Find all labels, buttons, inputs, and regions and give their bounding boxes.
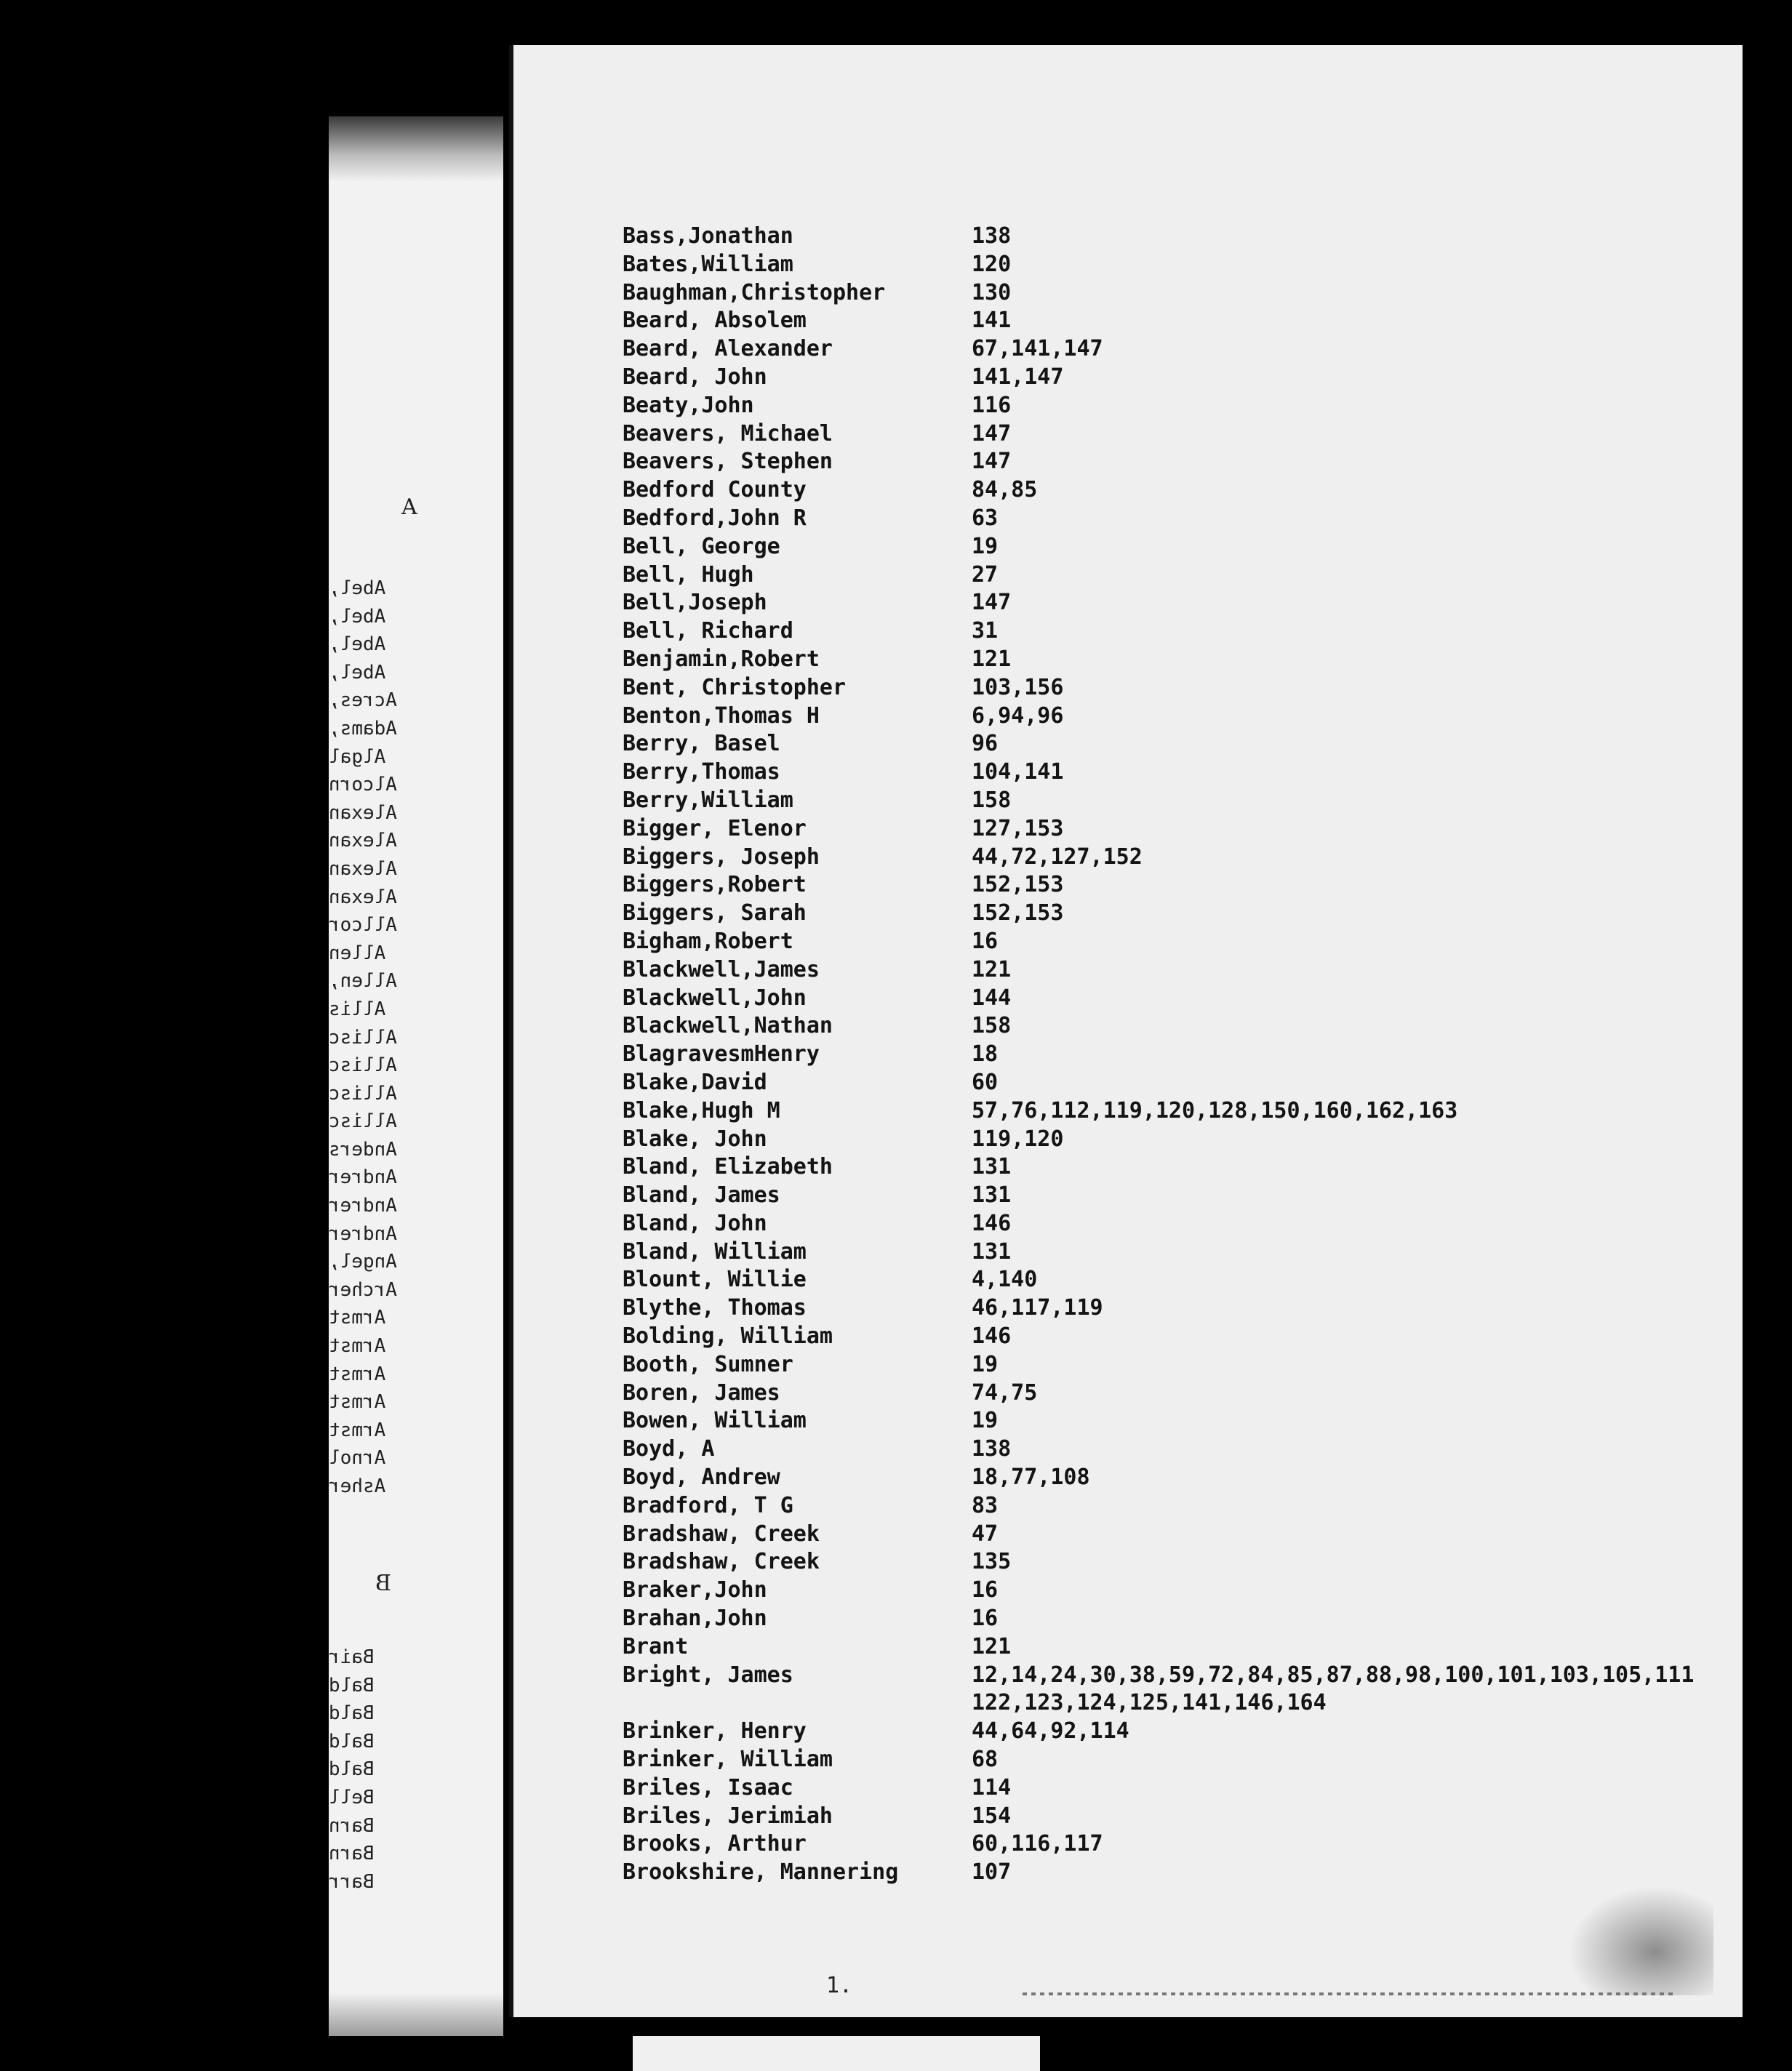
- binding-shadow-bottom: [329, 1992, 503, 2036]
- entry-name: Bates,William: [623, 251, 793, 277]
- entry-name: Brooks, Arthur: [623, 1831, 807, 1857]
- entry-name: Brookshire, Mannering: [623, 1859, 899, 1886]
- entry-pages: 147: [972, 590, 1012, 616]
- entry-name: Baughman,Christopher: [623, 279, 886, 305]
- index-row: [623, 1182, 1713, 1211]
- entry-pages: 60: [972, 1069, 999, 1095]
- index-row: [623, 618, 1713, 646]
- previous-page-entry: Bald: [329, 1702, 375, 1725]
- previous-page-entry: Allen: [329, 942, 386, 964]
- entry-pages: 16: [972, 1606, 999, 1632]
- bottom-dotted-rule: [1023, 1992, 1677, 1995]
- previous-page-entry: Barn: [329, 1814, 375, 1837]
- entry-name: Blake,Hugh M: [623, 1097, 780, 1123]
- entry-pages: 152,153: [972, 900, 1064, 926]
- index-row: [623, 731, 1713, 759]
- index-row: [623, 1549, 1713, 1577]
- index-row: [623, 1352, 1713, 1380]
- previous-page-entry: Bald: [329, 1674, 375, 1697]
- index-row: [623, 280, 1713, 308]
- entry-pages: 138: [972, 223, 1012, 249]
- scan-speckle: [1568, 1886, 1713, 1995]
- index-row: [623, 590, 1713, 618]
- index-row: [623, 421, 1713, 449]
- entry-name: Beard, Absolem: [623, 308, 807, 334]
- entry-name: Brant: [623, 1633, 689, 1659]
- index-row: [623, 1859, 1713, 1888]
- previous-page-entry: Barr: [329, 1870, 375, 1893]
- index-row: [623, 449, 1713, 477]
- entry-pages: 16: [972, 928, 999, 954]
- entry-name: Bedford County: [623, 477, 807, 503]
- previous-page-entry: Alcorn: [329, 774, 397, 796]
- entry-pages: 114: [972, 1774, 1012, 1800]
- entry-pages: 6,94,96: [972, 702, 1064, 729]
- previous-page-entry: Armst: [329, 1335, 386, 1358]
- previous-page-entry: Acres,: [329, 689, 397, 712]
- previous-page-entry: Allisc: [329, 1110, 397, 1133]
- index-page: [509, 45, 1743, 2017]
- index-row: [623, 1267, 1713, 1295]
- index-row: [623, 1690, 1713, 1718]
- previous-page-entry: Allen,: [329, 970, 397, 993]
- entry-name: Bigham,Robert: [623, 928, 793, 954]
- entry-pages: 74,75: [972, 1379, 1038, 1406]
- index-row: [623, 1465, 1713, 1493]
- index-row: [623, 1013, 1713, 1041]
- entry-pages: 130: [972, 279, 1012, 305]
- previous-page-entry: Andrer: [329, 1195, 397, 1217]
- index-row: [623, 1211, 1713, 1239]
- index-row: [623, 1436, 1713, 1465]
- entry-pages: 135: [972, 1549, 1012, 1575]
- binding-shadow-top: [329, 116, 503, 182]
- previous-page-entry: Armst: [329, 1363, 386, 1385]
- entry-pages: 104,141: [972, 759, 1064, 785]
- entry-pages: 103,156: [972, 674, 1064, 700]
- index-row: [623, 1747, 1713, 1775]
- index-row: [623, 1606, 1713, 1634]
- index-row: [623, 1070, 1713, 1098]
- entry-pages: 121: [972, 1633, 1012, 1659]
- entry-pages: 158: [972, 1013, 1012, 1039]
- entry-name: Bedford,John R: [623, 505, 807, 531]
- entry-name: Beard, Alexander: [623, 336, 833, 362]
- index-row: [623, 1803, 1713, 1832]
- index-row: [623, 1577, 1713, 1606]
- entry-pages: 44,72,127,152: [972, 844, 1143, 870]
- index-row: [623, 1662, 1713, 1691]
- entry-name: Beard, John: [623, 364, 767, 390]
- entry-name: Biggers, Sarah: [623, 900, 807, 926]
- previous-page-entry: Abel,: [329, 661, 386, 684]
- previous-page-entry: Barn: [329, 1843, 375, 1865]
- entry-pages: 121: [972, 646, 1012, 672]
- entry-name: Beavers, Michael: [623, 420, 833, 446]
- entry-pages: 4,140: [972, 1267, 1038, 1293]
- entry-name: Bowen, William: [623, 1408, 807, 1434]
- index-row: [623, 1239, 1713, 1267]
- entry-pages: 107: [972, 1859, 1012, 1886]
- entry-pages: 19: [972, 533, 999, 559]
- index-row: [623, 816, 1713, 844]
- entry-pages: 146: [972, 1210, 1012, 1236]
- previous-page-a-entries: [329, 574, 503, 1501]
- previous-page-entry: Asher: [329, 1475, 386, 1497]
- entry-pages: 141: [972, 308, 1012, 334]
- previous-page-entry: Allis: [329, 998, 386, 1020]
- index-row: [623, 534, 1713, 562]
- index-row: [623, 308, 1713, 336]
- index-row: [623, 1295, 1713, 1323]
- previous-page-entry: Bald: [329, 1730, 375, 1752]
- index-row: [623, 1493, 1713, 1521]
- entry-name: Bland, Elizabeth: [623, 1154, 833, 1180]
- index-row: [623, 562, 1713, 590]
- entry-pages: 120: [972, 251, 1012, 277]
- entry-name: Bell, Richard: [623, 618, 793, 644]
- previous-page-entry: Andrer: [329, 1222, 397, 1245]
- entry-pages: 121: [972, 956, 1012, 982]
- previous-page-b-entries: [329, 1643, 503, 1896]
- entry-name: Bent, Christopher: [623, 674, 847, 700]
- entry-pages: 158: [972, 787, 1012, 813]
- entry-name: Briles, Jerimiah: [623, 1803, 833, 1829]
- previous-page-edge: [329, 116, 503, 2036]
- previous-page-entry: Armst: [329, 1391, 386, 1414]
- index-row: [623, 505, 1713, 534]
- entry-pages: 138: [972, 1436, 1012, 1462]
- previous-page-entry: Alexan: [329, 830, 397, 852]
- entry-pages: 147: [972, 449, 1012, 475]
- entry-name: Beaty,John: [623, 392, 754, 418]
- entry-name: Blackwell,Nathan: [623, 1013, 833, 1039]
- index-row: [623, 985, 1713, 1014]
- index-row: [623, 252, 1713, 280]
- entry-name: Benton,Thomas H: [623, 702, 820, 729]
- entry-name: Brinker, Henry: [623, 1718, 807, 1744]
- entry-pages: 119,120: [972, 1126, 1064, 1152]
- index-entries: [623, 223, 1713, 1888]
- previous-page-entry: Bell: [329, 1786, 375, 1808]
- previous-page-entry: Alexan: [329, 801, 397, 824]
- index-row: [623, 1521, 1713, 1550]
- index-row: [623, 336, 1713, 364]
- entry-name: Bolding, William: [623, 1323, 833, 1350]
- index-row: [623, 1380, 1713, 1409]
- entry-name: Blake,David: [623, 1069, 767, 1095]
- entry-name: Blount, Willie: [623, 1267, 807, 1293]
- index-row: [623, 1154, 1713, 1182]
- index-row: [623, 1775, 1713, 1803]
- entry-name: Bass,Jonathan: [623, 223, 793, 249]
- previous-page-entry: Allisc: [329, 1054, 397, 1077]
- entry-pages: 57,76,112,119,120,128,150,160,162,163: [972, 1097, 1458, 1123]
- entry-pages: 141,147: [972, 364, 1064, 390]
- entry-name: Berry,William: [623, 787, 793, 813]
- previous-page-entry: Abel,: [329, 605, 386, 628]
- entry-pages: 18: [972, 1041, 999, 1067]
- index-row: [623, 1126, 1713, 1155]
- entry-name: BlagravesmHenry: [623, 1041, 820, 1067]
- next-page-edge: [633, 2036, 1040, 2071]
- index-row: [623, 929, 1713, 957]
- entry-name: Benjamin,Robert: [623, 646, 820, 672]
- entry-pages: 146: [972, 1323, 1012, 1350]
- entry-name: Bland, William: [623, 1238, 807, 1265]
- entry-pages: 67,141,147: [972, 336, 1103, 362]
- entry-pages: 19: [972, 1408, 999, 1434]
- entry-name: Bradshaw, Creek: [623, 1521, 820, 1547]
- entry-pages: 154: [972, 1803, 1012, 1829]
- index-row: [623, 364, 1713, 393]
- entry-name: Bell,Joseph: [623, 590, 767, 616]
- index-row: [623, 1831, 1713, 1859]
- entry-pages: 116: [972, 392, 1012, 418]
- previous-page-entry: Abel,: [329, 633, 386, 656]
- entry-pages: 84,85: [972, 477, 1038, 503]
- index-row: [623, 477, 1713, 505]
- previous-page-entry: Bair: [329, 1646, 375, 1668]
- entry-pages: 60,116,117: [972, 1831, 1103, 1857]
- entry-name: Bradford, T G: [623, 1492, 793, 1518]
- previous-page-entry: Arnol: [329, 1447, 386, 1470]
- entry-name: Blythe, Thomas: [623, 1295, 807, 1321]
- entry-pages: 131: [972, 1154, 1012, 1180]
- index-row: [623, 788, 1713, 816]
- entry-name: Berry,Thomas: [623, 759, 780, 785]
- entry-pages: 63: [972, 505, 999, 531]
- previous-page-entry: Armst: [329, 1307, 386, 1329]
- previous-page-entry: Bald: [329, 1758, 375, 1781]
- section-letter-b: B: [375, 1571, 392, 1596]
- index-row: [623, 1323, 1713, 1352]
- previous-page-entry: Angel,: [329, 1251, 397, 1273]
- entry-name: Boyd, Andrew: [623, 1465, 780, 1491]
- entry-name: Bell, George: [623, 533, 780, 559]
- index-row: [623, 872, 1713, 900]
- entry-pages: 16: [972, 1577, 999, 1603]
- entry-pages: 31: [972, 618, 999, 644]
- entry-pages: 96: [972, 731, 999, 757]
- entry-pages: 46,117,119: [972, 1295, 1103, 1321]
- entry-name: Berry, Basel: [623, 731, 780, 757]
- page-mark: 1.: [826, 1973, 853, 1998]
- index-row: [623, 844, 1713, 873]
- index-row: [623, 1718, 1713, 1747]
- previous-page-entry: Allcor: [329, 914, 397, 937]
- entry-name: Bell, Hugh: [623, 561, 754, 588]
- entry-pages: 131: [972, 1238, 1012, 1265]
- index-row: [623, 900, 1713, 929]
- entry-pages: 147: [972, 420, 1012, 446]
- previous-page-entry: Abel,: [329, 577, 386, 599]
- previous-page-entry: Allisc: [329, 1026, 397, 1049]
- entry-name: Biggers,Robert: [623, 872, 807, 898]
- previous-page-entry: Andrer: [329, 1166, 397, 1189]
- previous-page-entry: Algal: [329, 745, 386, 768]
- entry-pages: 47: [972, 1521, 999, 1547]
- index-row: [623, 703, 1713, 732]
- index-row: [623, 1041, 1713, 1070]
- entry-name: Boren, James: [623, 1379, 780, 1406]
- previous-page-entry: Armst: [329, 1419, 386, 1441]
- previous-page-entry: Anders: [329, 1138, 397, 1161]
- entry-pages: 12,14,24,30,38,59,72,84,85,87,88,98,100,101,103,105,111: [972, 1662, 1695, 1688]
- previous-page-entry: Allisc: [329, 1082, 397, 1105]
- entry-name: Bradshaw, Creek: [623, 1549, 820, 1575]
- entry-pages: 68: [972, 1747, 999, 1773]
- entry-name: Brinker, William: [623, 1747, 833, 1773]
- entry-name: Blackwell,John: [623, 985, 807, 1011]
- index-row: [623, 1634, 1713, 1662]
- previous-page-entry: Archer: [329, 1278, 397, 1301]
- entry-name: Bland, James: [623, 1182, 780, 1209]
- entry-pages: 27: [972, 561, 999, 588]
- index-row: [623, 675, 1713, 703]
- previous-page-entry: Alexan: [329, 886, 397, 908]
- index-row: [623, 1408, 1713, 1436]
- previous-page-entry: Adams,: [329, 717, 397, 740]
- entry-name: Brahan,John: [623, 1606, 767, 1632]
- index-row: [623, 223, 1713, 252]
- entry-name: Booth, Sumner: [623, 1351, 793, 1377]
- entry-name: Bland, John: [623, 1210, 767, 1236]
- entry-name: Braker,John: [623, 1577, 767, 1603]
- entry-name: Blake, John: [623, 1126, 767, 1152]
- index-row: [623, 759, 1713, 788]
- index-row: [623, 393, 1713, 421]
- entry-pages: 131: [972, 1182, 1012, 1209]
- entry-name: Beavers, Stephen: [623, 449, 833, 475]
- entry-name: Briles, Isaac: [623, 1774, 793, 1800]
- entry-pages: 44,64,92,114: [972, 1718, 1129, 1744]
- entry-pages: 122,123,124,125,141,146,164: [972, 1690, 1327, 1716]
- section-letter-a: A: [401, 494, 417, 520]
- index-row: [623, 957, 1713, 985]
- previous-page-entry: Alexan: [329, 857, 397, 880]
- entry-name: Bright, James: [623, 1662, 793, 1688]
- entry-pages: 18,77,108: [972, 1465, 1090, 1491]
- entry-name: Blackwell,James: [623, 956, 820, 982]
- entry-name: Bigger, Elenor: [623, 815, 807, 841]
- entry-pages: 83: [972, 1492, 999, 1518]
- index-row: [623, 1098, 1713, 1126]
- entry-name: Biggers, Joseph: [623, 844, 820, 870]
- index-row: [623, 646, 1713, 675]
- entry-pages: 127,153: [972, 815, 1064, 841]
- entry-pages: 144: [972, 985, 1012, 1011]
- entry-name: Boyd, A: [623, 1436, 715, 1462]
- entry-pages: 152,153: [972, 872, 1064, 898]
- entry-pages: 19: [972, 1351, 999, 1377]
